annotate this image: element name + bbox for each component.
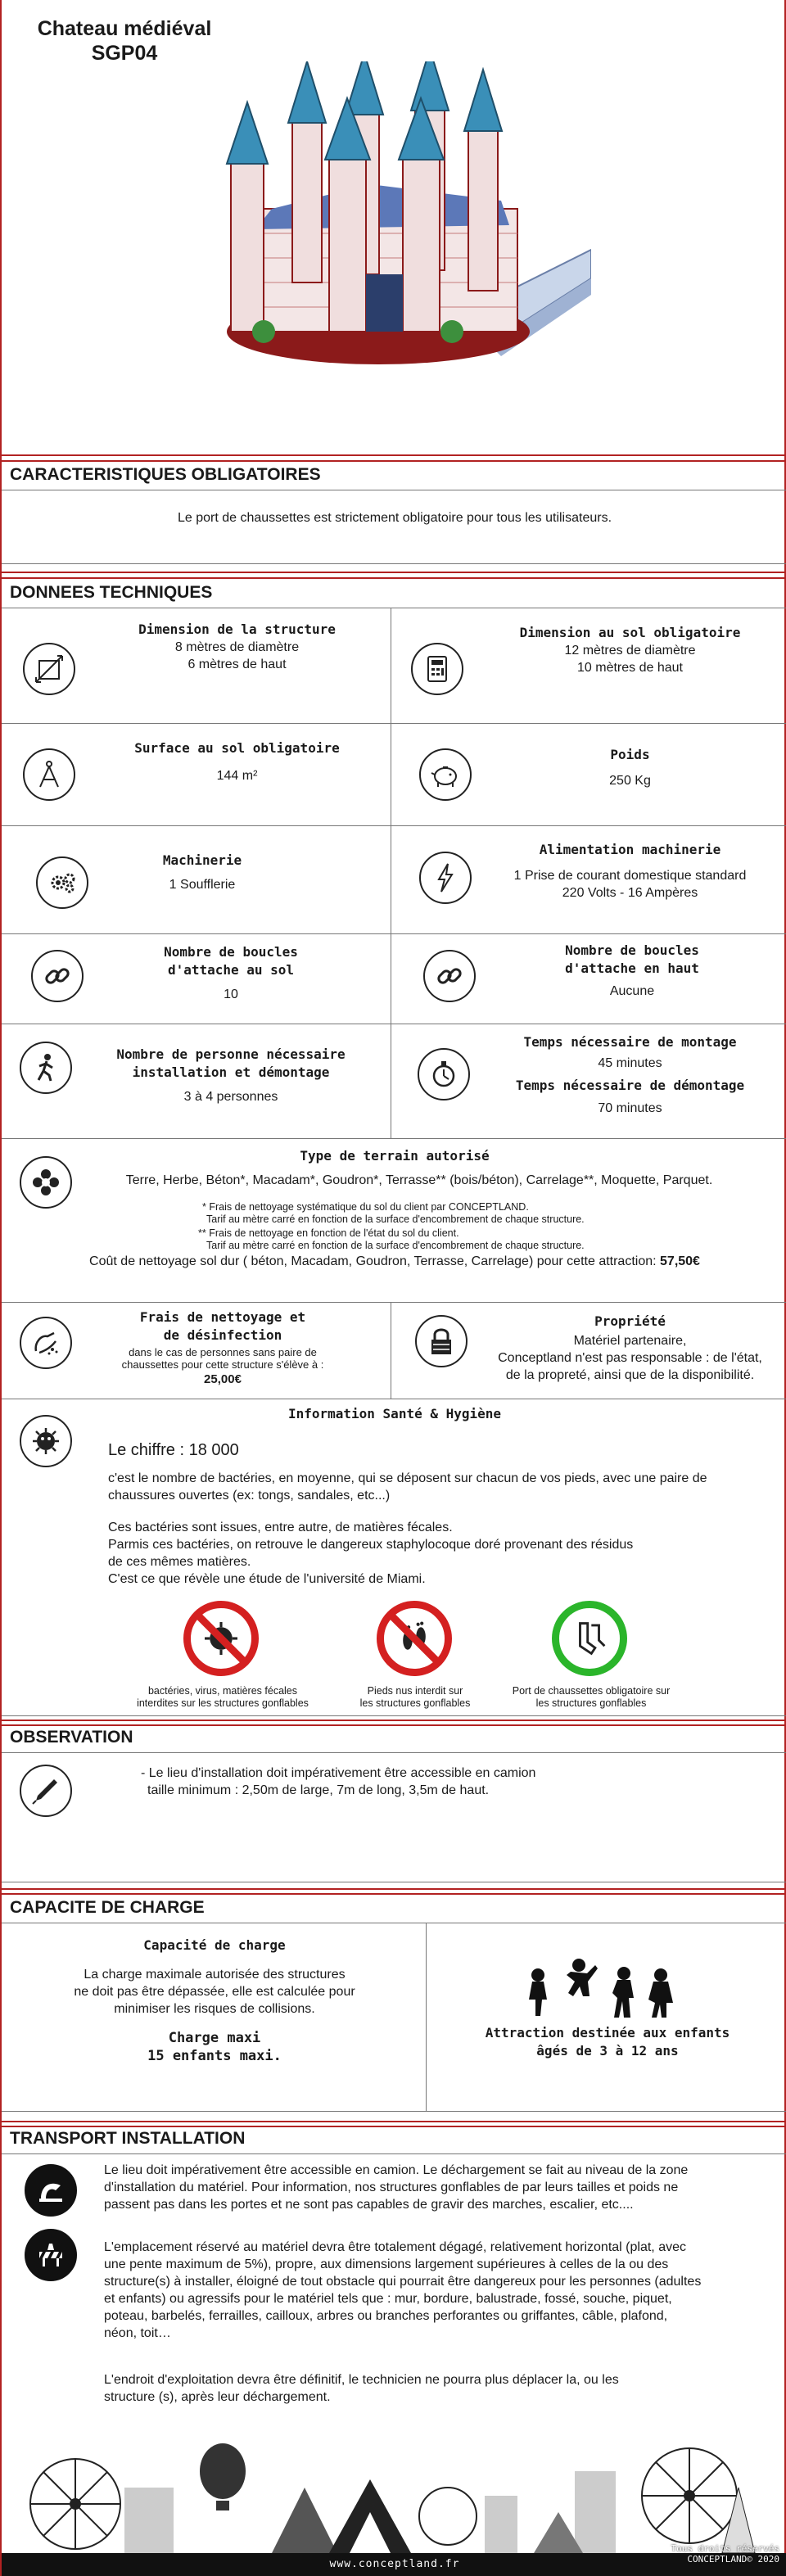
caption-no-bare-feet: [329, 1685, 501, 1710]
capacity-max-label: Charge maxi: [168, 2030, 261, 2046]
ground-dimension-height: 10 mètres de haut: [577, 661, 683, 675]
property-line-2: Conceptland n'est pas responsable : de l'état,: [498, 1351, 762, 1365]
weight-cell: [472, 746, 786, 789]
machinery-cell: [51, 852, 354, 893]
cleaning-title-2: de désinfection: [163, 1327, 282, 1343]
ground-loops-cell: [84, 943, 378, 1003]
divider: [2, 1138, 786, 1139]
capacity-line-3: minimiser les risques de collisions.: [114, 2002, 315, 2016]
caption-no-bacteria-2: interdites sur les structures gonflables: [137, 1697, 309, 1709]
terrain-cost: [2, 1253, 786, 1270]
capacity-line-1: La charge maximale autorisée des structures: [84, 1968, 346, 1982]
weight-value: 250 Kg: [609, 774, 651, 788]
power-socket: 1 Prise de courant domestique standard: [513, 869, 747, 883]
cleaning-text-1: dans le cas de personnes sans paire de: [129, 1346, 317, 1358]
dismantle-time-title: Temps nécessaire de démontage: [515, 1078, 745, 1093]
power-cell: [472, 841, 786, 902]
link-icon: [423, 950, 476, 1002]
lock-icon: [415, 1315, 468, 1367]
cleaning-value: 25,00€: [204, 1372, 242, 1386]
transport-p3-line-1: L'endroit d'exploitation devra être définitif, le technicien ne pourra plus déplacer la, ou les: [104, 2373, 619, 2387]
transport-p2-line-6: néon, toit…: [104, 2326, 171, 2340]
terrain-list: Terre, Herbe, Béton*, Macadam*, Goudron*, Terrasse** (bois/béton), Carrelage**, Moquette, Parquet.: [125, 1173, 713, 1187]
health-p2-line-1: Ces bactéries sont issues, entre autre, de matières fécales.: [108, 1521, 453, 1534]
surface-title: Surface au sol obligatoire: [134, 740, 340, 756]
divider: [2, 1720, 786, 1721]
divider: [2, 460, 786, 462]
section-heading-capacity: CAPACITE DE CHARGE: [10, 1898, 205, 1917]
calculator-icon: [411, 643, 463, 695]
weight-title: Poids: [610, 747, 650, 762]
top-loops-title-2: d'attache en haut: [565, 960, 699, 976]
terrain-cost-label: Coût de nettoyage sol dur ( béton, Macadam, Goudron, Terrasse, Carrelage) pour cette attraction:: [89, 1254, 661, 1268]
hand-washing-icon: [20, 1317, 72, 1369]
capacity-max-value: 15 enfants maxi.: [147, 2048, 282, 2064]
terrain-cost-value: 57,50€: [660, 1254, 700, 1268]
health-paragraph-2: [108, 1519, 779, 1588]
divider: [2, 1893, 786, 1895]
health-p1-line-1: c'est le nombre de bactéries, en moyenne, qui se déposent sur chacun de vos pieds, avec une paire de: [108, 1471, 707, 1485]
top-loops-value: Aucune: [609, 984, 655, 998]
transport-p3-line-2: structure (s), après leur déchargement.: [104, 2390, 331, 2404]
no-bare-feet-icon: [377, 1601, 452, 1676]
dismantle-time-value: 70 minutes: [598, 1101, 662, 1115]
page-title: Chateau médiéval SGP04: [37, 17, 212, 65]
power-title: Alimentation machinerie: [539, 842, 721, 857]
transport-p2-line-3: structure(s) à installer, éloigné de tout obstacle qui pourrait être dangereux pour les personnes (adultes: [104, 2275, 702, 2289]
pen-icon: [20, 1765, 72, 1817]
no-bacteria-icon: [183, 1601, 259, 1676]
person-walking-icon: [20, 1042, 72, 1094]
terrain-title: Type de terrain autorisé: [300, 1148, 490, 1164]
health-title: Information Santé & Hygiène: [287, 1406, 502, 1421]
health-p1-line-2: chaussures ouvertes (ex: tongs, sandales, etc...): [108, 1489, 391, 1503]
divider: [2, 1302, 786, 1303]
castle-image: [206, 61, 591, 381]
setup-time-value: 45 minutes: [598, 1056, 662, 1070]
terrain-notes: [198, 1201, 706, 1252]
health-figure: Le chiffre : 18 000: [108, 1441, 239, 1459]
caption-no-bare-feet-2: les structures gonflables: [359, 1697, 471, 1709]
section-heading-transport: TRANSPORT INSTALLATION: [10, 2129, 246, 2148]
observation-text: [141, 1765, 779, 1799]
divider: [2, 933, 786, 934]
terrain-note-2b: Tarif au mètre carré en fonction de la surface d'encombrement de chaque structure.: [206, 1240, 585, 1251]
compass-icon: [23, 748, 75, 801]
children-silhouettes-icon: [517, 1957, 681, 2022]
caption-socks-1: Port de chaussettes obligatoire sur: [512, 1685, 671, 1697]
column-divider: [426, 1923, 427, 2111]
terrain-note-1a: * Frais de nettoyage systématique du sol du client par CONCEPTLAND.: [202, 1201, 529, 1213]
transport-p1-line-2: d'installation du matériel. Pour information, nos structures gonflables de par leurs tailles et poids ne: [104, 2181, 679, 2194]
barrier-icon: [25, 2229, 77, 2281]
transport-p2-line-5: poteau, barbelés, ferrailles, cailloux, arbres ou branches perforantes ou griffantes, câble, plafond,: [104, 2309, 668, 2323]
transport-paragraph-3: [104, 2371, 779, 2406]
transport-p1-line-3: passent pas dans les portes et ne sont pas capables de gravir des marches, escalier, etc....: [104, 2198, 634, 2212]
socks-mandatory-text: Le port de chaussettes est strictement obligatoire pour tous les utilisateurs.: [177, 511, 612, 525]
property-cell: [477, 1313, 784, 1384]
section-heading-technical: DONNEES TECHNIQUES: [10, 583, 213, 602]
ground-loops-value: 10: [224, 987, 238, 1001]
cleaning-cell: [84, 1308, 362, 1388]
machinery-title: Machinerie: [162, 852, 242, 868]
target-audience-line-1: Attraction destinée aux enfants: [485, 2025, 730, 2040]
divider: [2, 563, 786, 564]
dimension-icon: [23, 643, 75, 695]
surface-cell: [84, 739, 391, 784]
divider: [2, 723, 786, 724]
divider: [2, 2111, 786, 2112]
divider: [2, 2153, 786, 2154]
setup-time-title: Temps nécessaire de montage: [523, 1034, 737, 1050]
divider: [2, 1888, 786, 1890]
ground-loops-title-1: Nombre de boucles: [164, 944, 298, 960]
link-icon: [31, 950, 84, 1002]
dimension-cell: [84, 621, 391, 673]
socks-mandatory-icon: [552, 1601, 627, 1676]
health-paragraph-1: [108, 1470, 779, 1504]
caption-no-bacteria-1: bactéries, virus, matières fécales: [147, 1685, 297, 1697]
transport-paragraph-1: [104, 2162, 779, 2213]
fairground-skyline-image: [2, 2438, 786, 2553]
footer-rights-2: CONCEPTLAND© 2020: [687, 2554, 779, 2565]
ground-dimension-title: Dimension au sol obligatoire: [519, 625, 741, 640]
surface-value: 144 m²: [216, 769, 258, 783]
divider: [2, 572, 786, 573]
transport-p2-line-4: et enfants) ou agressifs pour le matériel tels que : mur, bordure, balustrade, fossé, souche, piquet,: [104, 2292, 672, 2306]
capacity-line-2: ne doit pas être dépassée, elle est calculée pour: [74, 1985, 355, 1999]
footer-rights-1: Tous droits réservés: [671, 2543, 779, 2554]
caption-socks: [493, 1685, 689, 1710]
property-line-3: de la propreté, ainsi que de la disponibilité.: [505, 1368, 755, 1382]
power-lightning-icon: [419, 852, 472, 904]
dimension-title: Dimension de la structure: [138, 621, 336, 637]
capacity-cell: [18, 1937, 411, 2065]
caption-no-bacteria: [124, 1685, 321, 1710]
health-p2-line-3: de ces mêmes matières.: [108, 1555, 251, 1569]
dimension-height: 6 mètres de haut: [187, 658, 287, 671]
people-title-2: installation et démontage: [132, 1064, 330, 1080]
transport-p2-line-1: L'emplacement réservé au matériel devra être totalement dégagé, relativement horizontal (plat, avec: [104, 2240, 686, 2254]
transport-p1-line-1: Le lieu doit impérativement être accessible en camion. Le déchargement se fait au niveau de la zone: [104, 2163, 689, 2177]
divider: [2, 454, 786, 456]
divider: [2, 1724, 786, 1726]
footer-rights: [624, 2543, 779, 2565]
stopwatch-icon: [418, 1048, 470, 1100]
health-p2-line-2: Parmis ces bactéries, on retrouve le dangereux staphylocoque doré provenant des résidus: [108, 1538, 634, 1552]
ground-dimension-cell: [472, 624, 786, 676]
health-p2-line-4: C'est ce que révèle une étude de l'université de Miami.: [108, 1572, 426, 1586]
caption-no-bare-feet-1: Pieds nus interdit sur: [367, 1685, 463, 1697]
top-loops-title-1: Nombre de boucles: [565, 942, 699, 958]
observation-line-2: taille minimum : 2,50m de large, 7m de long, 3,5m de haut.: [147, 1783, 490, 1797]
target-audience-line-2: âgés de 3 à 12 ans: [536, 2043, 679, 2059]
transport-p2-line-2: une pente maximum de 5%), propre, aux dimensions largement supérieures à celles de la ou des: [104, 2257, 669, 2271]
people-value: 3 à 4 personnes: [183, 1090, 278, 1104]
section-heading-observation: OBSERVATION: [10, 1728, 133, 1747]
time-cell: [472, 1033, 786, 1117]
divider: [2, 825, 786, 826]
top-loops-cell: [477, 942, 786, 1000]
weight-piggy-icon: [419, 748, 472, 801]
arm-lift-icon: [25, 2164, 77, 2217]
property-title: Propriété: [594, 1313, 666, 1329]
ground-dimension-diameter: 12 mètres de diamètre: [564, 644, 696, 658]
divider: [2, 1752, 786, 1753]
divider: [2, 2126, 786, 2127]
cleaning-text-2: chaussettes pour cette structure s'élève à :: [121, 1358, 324, 1371]
cleaning-title-1: Frais de nettoyage et: [139, 1309, 306, 1325]
section-heading-obligatory: CARACTERISTIQUES OBLIGATOIRES: [10, 465, 321, 484]
transport-paragraph-2: [104, 2239, 779, 2342]
people-title-1: Nombre de personne nécessaire: [116, 1046, 346, 1062]
capacity-title: Capacité de charge: [143, 1937, 286, 1953]
divider: [2, 2121, 786, 2122]
divider: [2, 577, 786, 579]
machinery-value: 1 Soufflerie: [169, 878, 236, 892]
divider: [2, 1715, 786, 1716]
observation-line-1: - Le lieu d'installation doit impérativement être accessible en camion: [141, 1766, 536, 1780]
caption-socks-2: les structures gonflables: [535, 1697, 647, 1709]
footer-website[interactable]: www.conceptland.fr: [329, 2558, 460, 2570]
ground-loops-title-2: d'attache au sol: [167, 962, 295, 978]
target-audience: [427, 2024, 786, 2060]
terrain-note-1b: Tarif au mètre carré en fonction de la surface d'encombrement de chaque structure.: [206, 1213, 585, 1225]
dimension-diameter: 8 mètres de diamètre: [174, 640, 300, 654]
power-voltage: 220 Volts - 16 Ampères: [562, 886, 698, 900]
property-line-1: Matériel partenaire,: [573, 1334, 687, 1348]
people-cell: [84, 1046, 378, 1105]
terrain-note-2a: ** Frais de nettoyage en fonction de l'état du sol du client.: [198, 1227, 459, 1239]
